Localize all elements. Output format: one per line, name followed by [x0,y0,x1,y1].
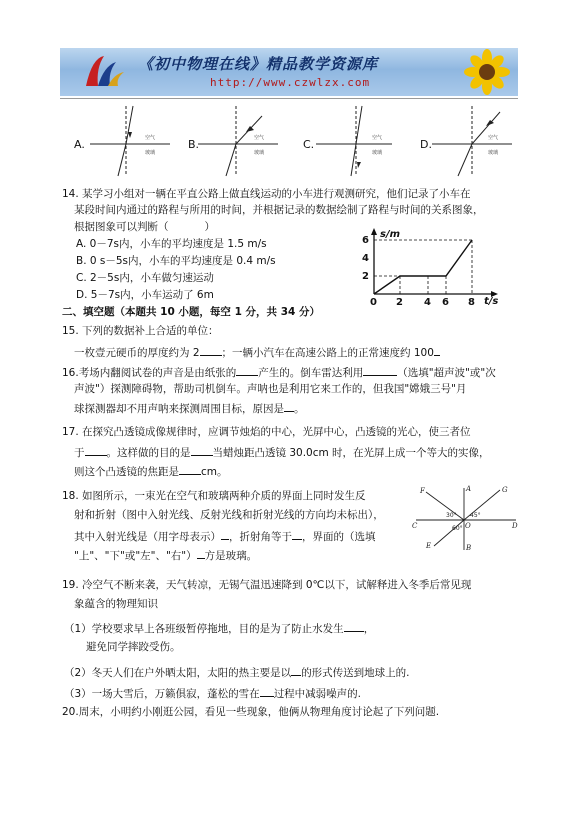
option-d-label: D. [420,138,432,151]
option-b-air-label: 空气 [254,135,265,141]
q14-option-c[interactable]: C. 2－5s内，小车做匀速运动 [76,272,214,284]
option-b-glass-label: 玻璃 [254,150,265,156]
sunflower-icon [462,48,512,96]
q16-line-3: 球探测器却不用声呐来探测周围目标，原因是 。 [74,400,305,416]
q14-option-d[interactable]: D. 5－7s内，小车运动了 6m [76,289,214,301]
graph-x-tick-6: 6 [442,297,449,306]
header-divider [60,98,518,99]
q18-line-3: 其中入射光线是（用字母表示） ，折射角等于 ，界面的（选填 [74,528,376,544]
option-c-glass-label: 玻璃 [372,150,383,156]
q16-blank-1[interactable] [236,364,258,376]
q16-line-2: 声波"）探测障碍物，帮助司机倒车。声呐也是利用它来工作的，但我国"嫦娥三号"月 [74,383,467,395]
fig-label-e: E [426,542,432,550]
q19-line-2: 象蕴含的物理知识 [74,598,158,610]
option-a-air-label: 空气 [145,135,156,141]
q15-coin-text: 一枚壹元硬币的厚度约为 2 [74,347,200,359]
graph-y-tick-4: 4 [362,253,369,264]
fig-angle-30: 30° [446,512,457,519]
q14-option-b[interactable]: B. 0 s－5s内，小车的平均速度是 0.4 m/s [76,255,276,267]
q16-line-1: 16.考场内翻阅试卷的声音是由纸张的 产生的。倒车雷达利用 （选填"超声波"或"次 [62,364,496,380]
fig-label-b: B [466,544,472,552]
fig-angle-60: 60° [452,525,463,532]
fig-label-c: C [412,522,418,530]
q19-sub-1-cont: 避免同学摔跤受伤。 [86,641,181,653]
section-2-heading: 二、填空题（本题共 10 小题，每空 1 分，共 34 分） [62,306,320,318]
q15-car-text: ；一辆小汽车在高速公路上的正常速度约 100 [221,347,434,359]
graph-x-label: t/s [484,296,499,306]
q16-blank-2[interactable] [363,364,397,376]
option-b-label: B. [188,138,200,151]
fig-label-f: F [420,487,425,495]
fig-ray-fo [426,492,464,520]
q18-line-4: "上"、"下"或"左"、"右"） 方是玻璃。 [74,547,257,563]
graph-x-tick-8: 8 [468,297,475,306]
option-d-air-label: 空气 [488,135,499,141]
q15-blank-2[interactable] [434,344,440,356]
q19-blank-2[interactable] [291,664,301,676]
q17-blank-3[interactable] [179,463,201,475]
option-d-glass-label: 玻璃 [488,150,499,156]
q18-reflection-refraction-figure [412,484,522,552]
fig-ray-oe [434,520,464,546]
q14-paren-close: ） [204,221,215,233]
option-d-refracted-ray [458,144,472,176]
fig-angle-45: 45° [470,512,481,519]
q18-line-2: 射和折射（图中入射光线、反射光线和折射光线的方向均未标出）， [74,509,384,521]
graph-y-label: s/m [380,229,401,240]
q14-line-2: 某段时间内通过的路程与所用的时间，并根据记录的数据绘制了路程与时间的关系图象， [74,204,484,216]
q18-blank-1[interactable] [221,528,229,540]
q17-line-2: 于 。这样做的目的是 当蜡烛距凸透镜 30.0cm 时，在光屏上成一个等大的实像， [74,444,490,460]
option-b-refracted-ray [226,144,236,176]
refraction-options-figure [0,102,580,178]
site-title: 《初中物理在线》精品教学资源库 [138,55,379,73]
q18-blank-3[interactable] [197,547,205,559]
fig-label-o: O [465,522,471,530]
q17-blank-1[interactable] [85,444,107,456]
fig-label-g: G [502,486,508,494]
q18-blank-2[interactable] [292,528,302,540]
option-c-refracted-ray [351,144,356,176]
fig-label-d: D [512,522,518,530]
q19-line-1: 19. 冷空气不断来袭，天气转凉，无锡气温迅速降到 0℃以下，试解释进入冬季后常见现 [62,579,472,591]
graph-y-tick-2: 2 [362,271,369,282]
option-a-incident-ray [126,106,133,144]
graph-x-tick-2: 2 [396,297,403,306]
option-a-refracted-ray [118,144,126,176]
graph-data-line [374,240,472,294]
header-banner [60,48,518,96]
q17-line-3: 则这个凸透镜的焦距是 cm。 [74,463,228,479]
option-c-air-label: 空气 [372,135,383,141]
q14-line-3 [74,220,215,234]
q19-sub-3: （3）一场大雪后，万籁俱寂，蓬松的雪在 过程中减弱噪声的. [64,685,361,701]
q14-stem-end: 根据图象可以判断（ [74,221,169,233]
option-a-glass-label: 玻璃 [145,150,156,156]
q15-blank-1[interactable] [200,344,222,356]
graph-x-tick-0: 0 [370,297,377,306]
q14-option-a[interactable]: A. 0－7s内，小车的平均速度是 1.5 m/s [76,238,267,250]
site-logo [82,52,126,92]
graph-y-tick-6: 6 [362,235,369,246]
q15-line-2 [74,344,440,360]
option-a-label: A. [74,138,85,151]
q19-sub-2: （2）冬天人们在户外晒太阳，太阳的热主要是以 的形式传送到地球上的. [64,664,410,680]
q14-line-1: 14. 某学习小组对一辆在平直公路上做直线运动的小车进行观测研究，他们记录了小车在 [62,188,471,200]
q19-sub-1: （1）学校要求早上各班级暂停拖地，目的是为了防止水发生 ， [64,620,374,636]
q14-distance-time-graph [360,228,505,306]
graph-x-tick-4: 4 [424,297,431,306]
q19-blank-3[interactable] [260,685,274,697]
q17-line-1: 17. 在探究凸透镜成像规律时，应调节烛焰的中心，光屏中心，凸透镜的光心，使三者位 [62,426,471,438]
q15-line-1: 15. 下列的数据补上合适的单位： [62,325,219,337]
q20-line-1: 20.周末，小明约小刚逛公园，看见一些现象，他俩从物理角度讨论起了下列问题. [62,706,440,718]
q16-blank-3[interactable] [284,400,294,412]
q18-line-1: 18. 如图所示，一束光在空气和玻璃两种介质的界面上同时发生反 [62,490,366,502]
option-c-label: C. [303,138,315,151]
q19-blank-1[interactable] [344,620,364,632]
site-url[interactable]: http://www.czwlzx.com [210,76,371,89]
fig-label-a: A [466,485,472,493]
option-c-incident-ray [356,106,362,144]
q17-blank-2[interactable] [191,444,213,456]
